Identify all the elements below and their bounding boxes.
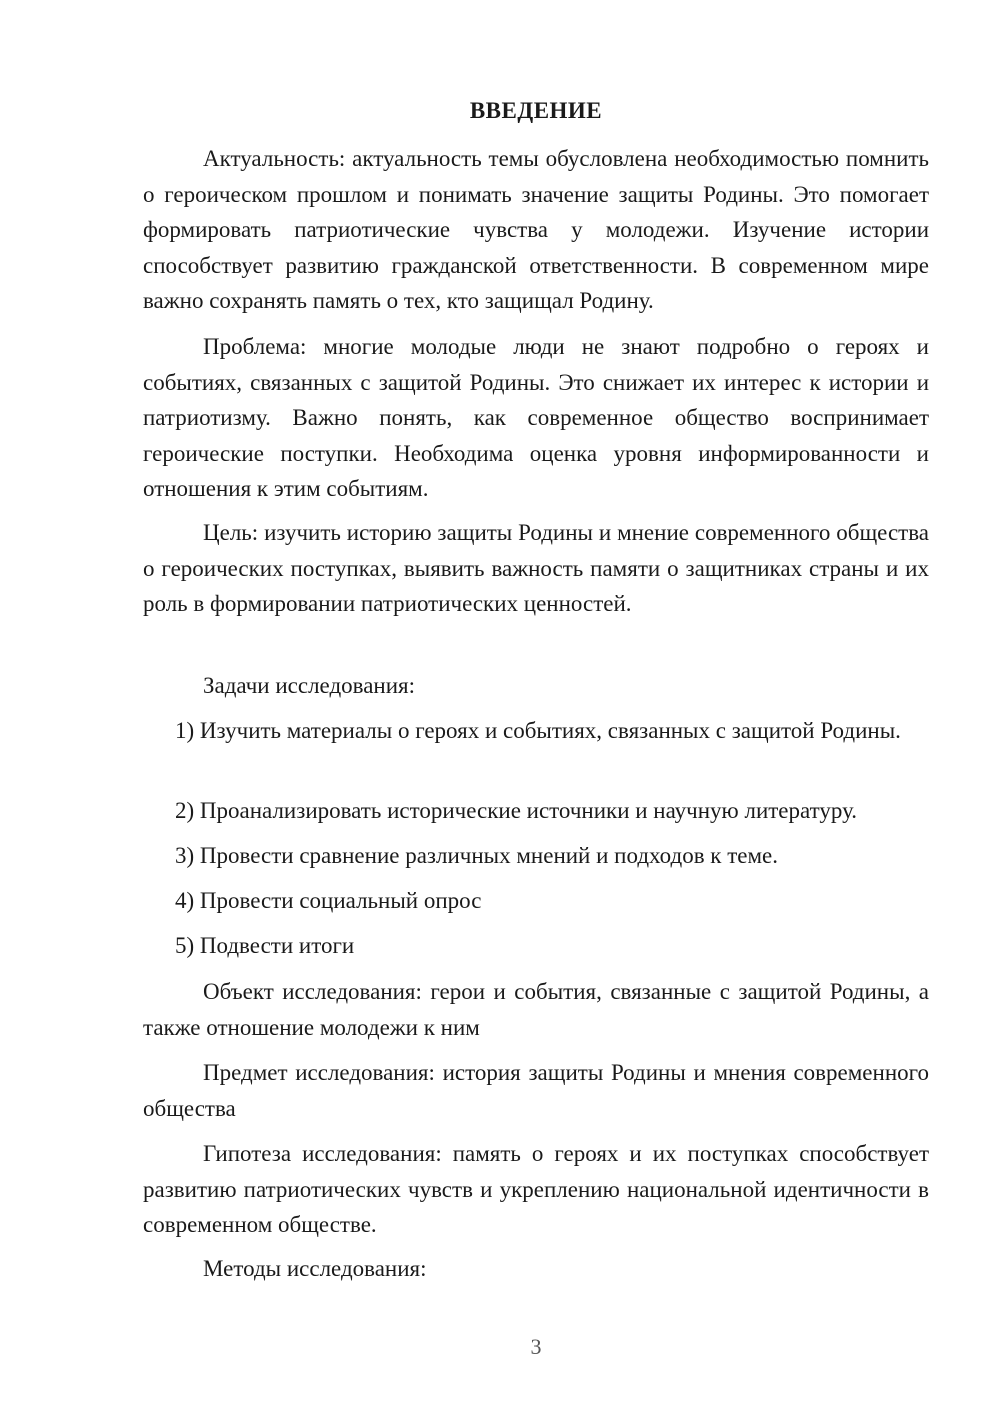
tasks-heading: Задачи исследования: bbox=[203, 673, 416, 698]
page-number: 3 bbox=[530, 1334, 542, 1359]
task-item-5: 5) Подвести итоги bbox=[175, 933, 355, 958]
section-title: ВВЕДЕНИЕ bbox=[469, 98, 603, 123]
task-item-3: 3) Провести сравнение различных мнений и подходов к теме. bbox=[175, 843, 778, 868]
paragraph-problem: Проблема: многие молодые люди не знают подробно о героях и событиях, связанных с защитой Родины. Это снижает их интерес к истории и патриотизму. Важно понять, как современное общество воспринимает героические поступки. Необходима оценка уровня информированности и отношения к этим событиям. bbox=[143, 334, 929, 501]
paragraph-relevance: Актуальность: актуальность темы обусловлена необходимостью помнить о героическом прошлом и понимать значение защиты Родины. Это помогает формировать патриотические чувства у молодежи. Изучение истории способствует развитию гражданской ответственности. В современном мире важно сохранять память о тех, кто защищал Родину. bbox=[143, 146, 929, 313]
task-item-2: 2) Проанализировать исторические источники и научную литературу. bbox=[175, 798, 858, 823]
paragraph-hypothesis: Гипотеза исследования: память о героях и их поступках способствует развитию патриотических чувств и укреплению национальной идентичности в современном обществе. bbox=[143, 1141, 929, 1237]
methods-heading: Методы исследования: bbox=[203, 1256, 427, 1281]
paragraph-object: Объект исследования: герои и события, связанные с защитой Родины, а также отношение молодежи к ним bbox=[143, 979, 929, 1040]
task-item-1: 1) Изучить материалы о героях и событиях, связанных с защитой Родины. bbox=[175, 718, 901, 743]
paragraph-goal: Цель: изучить историю защиты Родины и мнение современного общества о героических поступках, выявить важность памяти о защитниках страны и их роль в формировании патриотических ценностей. bbox=[143, 520, 929, 616]
paragraph-subject: Предмет исследования: история защиты Родины и мнения современного общества bbox=[143, 1060, 929, 1121]
task-item-4: 4) Провести социальный опрос bbox=[175, 888, 482, 913]
